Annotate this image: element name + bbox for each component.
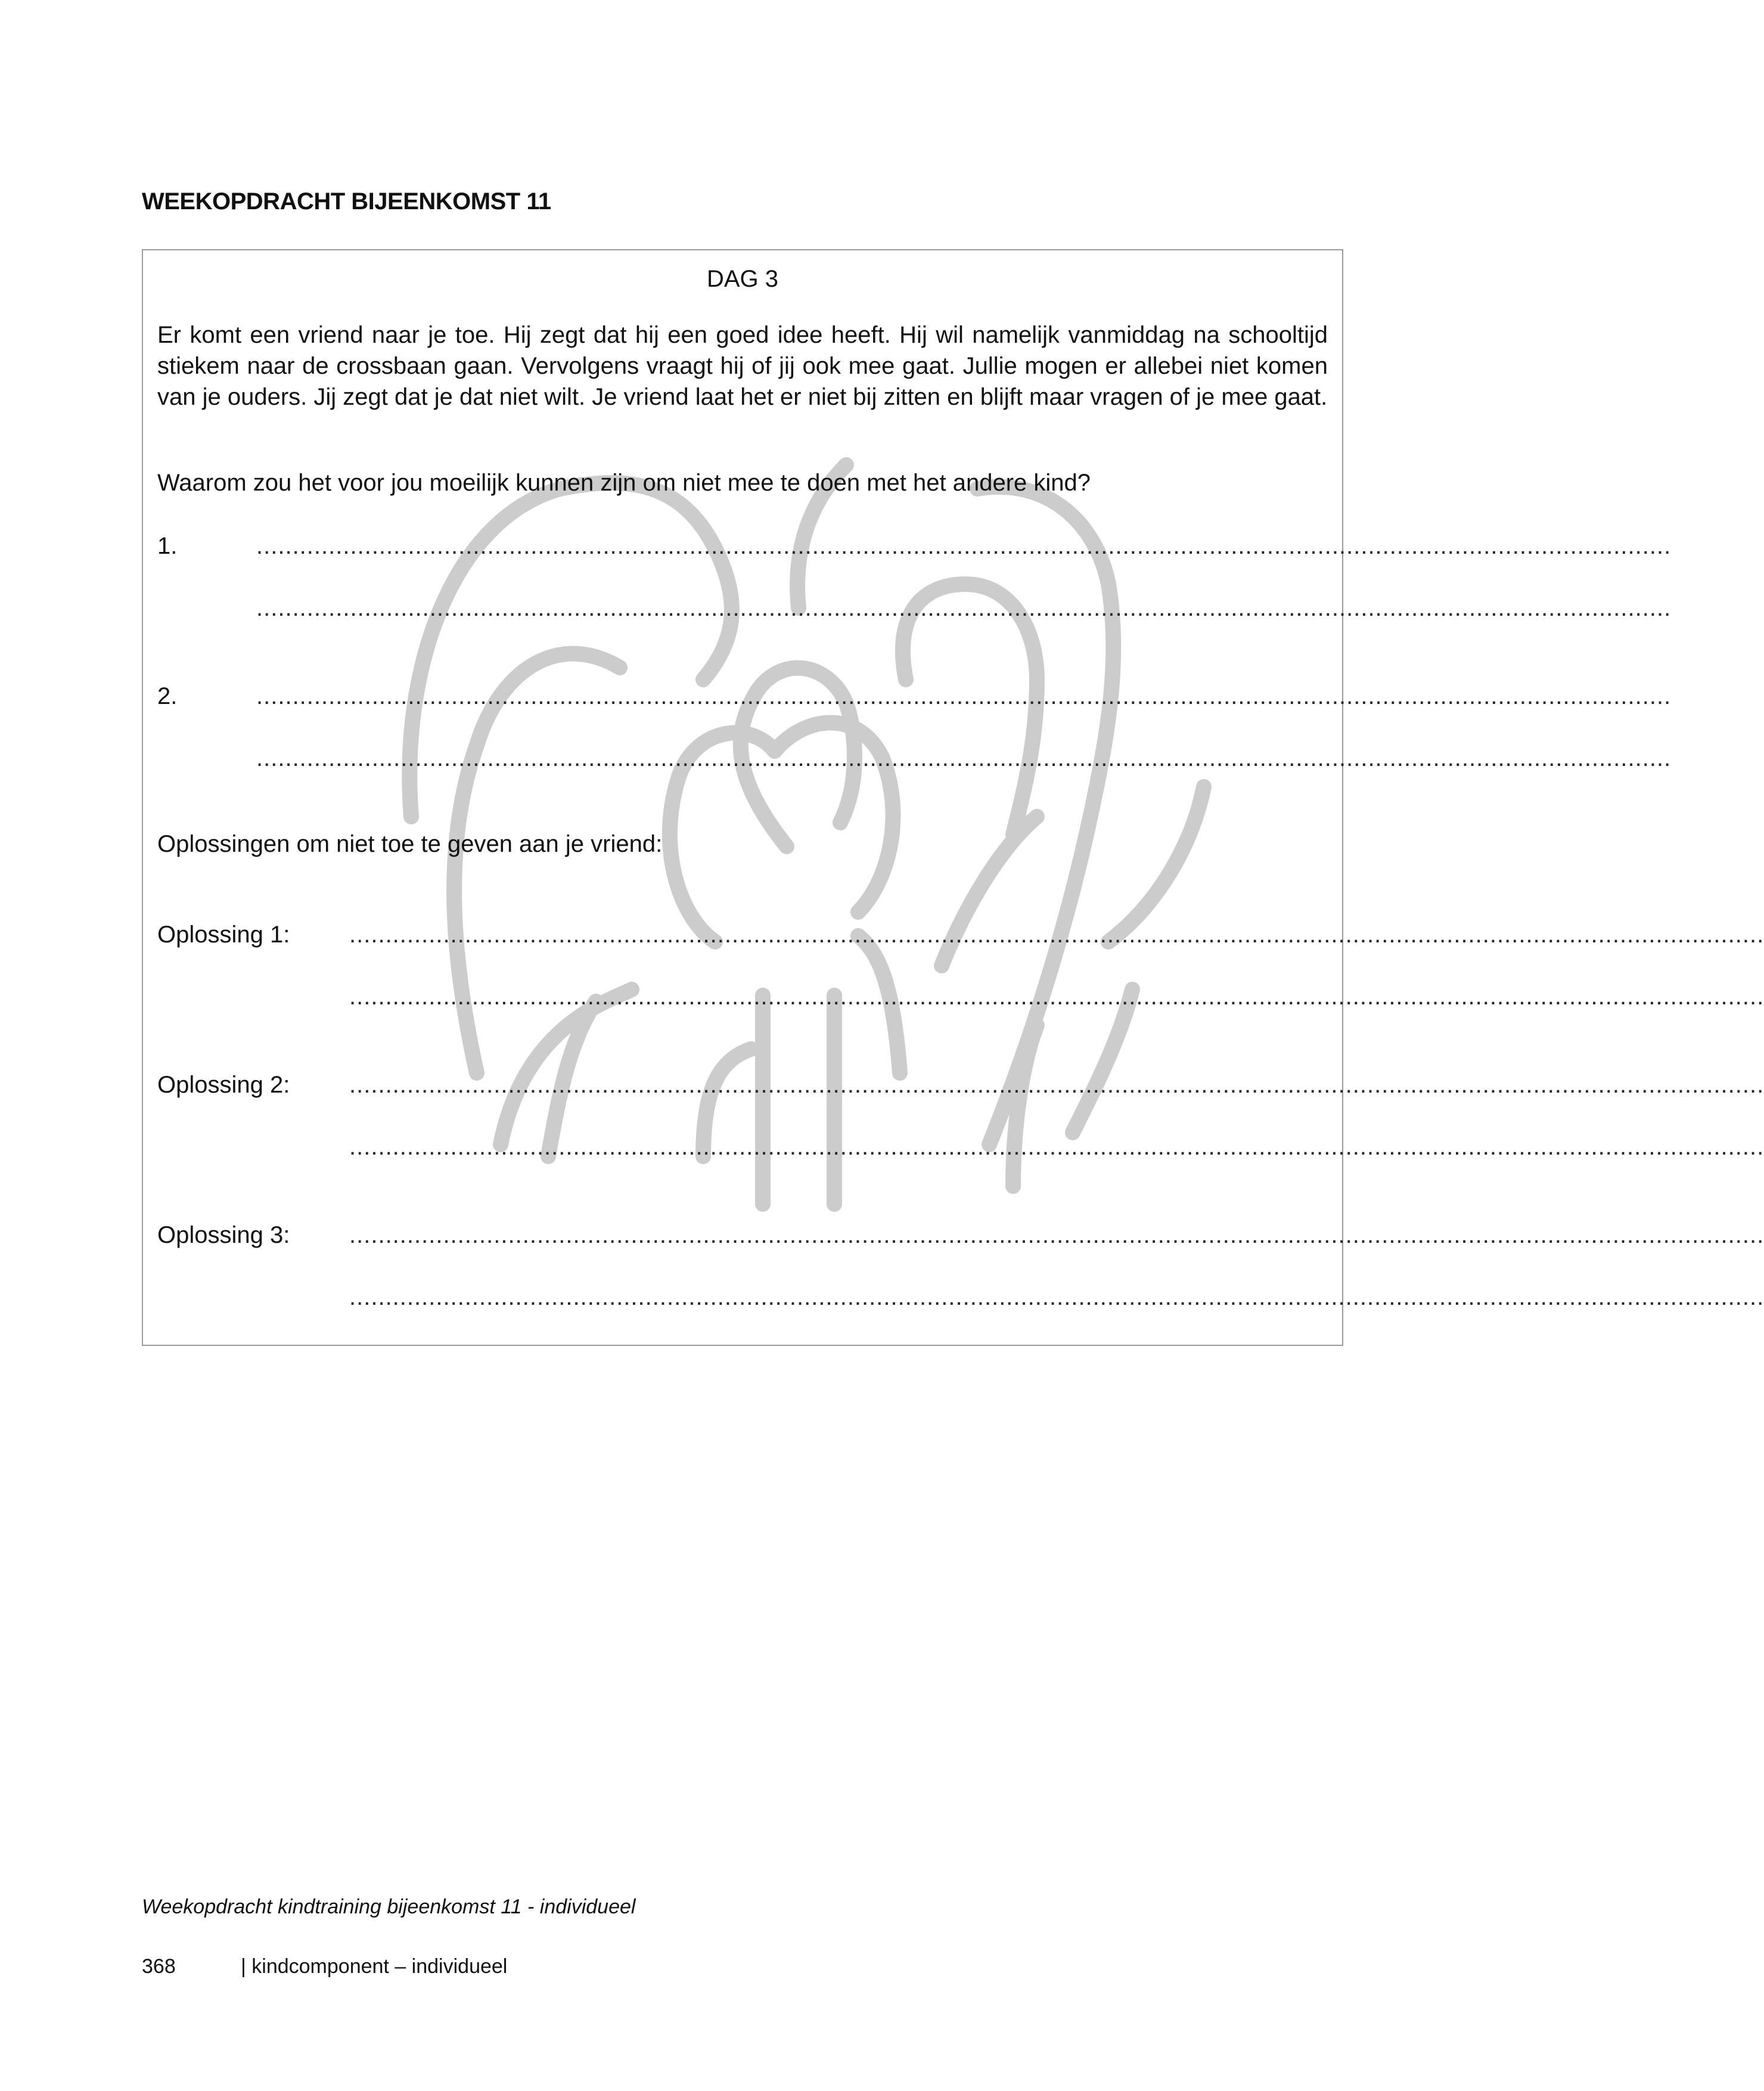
question-text: Waarom zou het voor jou moeilijk kunnen zijn om niet mee te doen met het andere kind? <box>157 470 1091 496</box>
scenario-paragraph: Er komt een vriend naar je toe. Hij zegt dat hij een goed idee heeft. Hij wil namelijk vanmiddag na schooltijd stiekem naar de crossbaan gaan. Vervolgens vraagt hij of jij ook mee gaat. Jullie mogen er allebei niet komen van je ouders. Jij zegt dat je dat niet wilt. Je vriend laat het er niet bij zitten en blijft maar vragen of je mee gaat. <box>157 322 1328 410</box>
page-number: 368 <box>142 1955 176 1978</box>
answer-number-2: 2. <box>157 683 178 709</box>
solution-line-2b[interactable]: .................................................................................................................................................................................................... <box>349 1134 1764 1160</box>
solution-line-3b[interactable]: .................................................................................................................................................................................................... <box>349 1284 1764 1310</box>
page-title: WEEKOPDRACHT BIJEENKOMST 11 <box>142 188 551 215</box>
footer-section: | kindcomponent – individueel <box>241 1955 508 1978</box>
day-label: DAG 3 <box>706 266 779 292</box>
solution-label-2: Oplossing 2: <box>157 1072 290 1098</box>
solution-line-1b[interactable]: .................................................................................................................................................................................................... <box>349 984 1764 1010</box>
answer-line-1b[interactable]: .................................................................................................................................................................................................... <box>256 595 1672 621</box>
assignment-box <box>142 249 1764 1346</box>
family-outline-watermark-icon <box>143 250 1764 1347</box>
solution-label-1: Oplossing 1: <box>157 922 290 948</box>
footer-title: Weekopdracht kindtraining bijeenkomst 11 - individueel <box>142 1895 636 1918</box>
solution-line-2a[interactable]: .................................................................................................................................................................................................... <box>349 1072 1764 1098</box>
solutions-intro: Oplossingen om niet toe te geven aan je vriend: <box>157 831 663 857</box>
answer-line-2b[interactable]: .................................................................................................................................................................................................... <box>256 745 1672 771</box>
solution-line-1a[interactable]: .................................................................................................................................................................................................... <box>349 922 1764 948</box>
answer-line-1a[interactable]: .................................................................................................................................................................................................... <box>256 533 1672 559</box>
answer-number-1: 1. <box>157 533 178 559</box>
answer-line-2a[interactable]: .................................................................................................................................................................................................... <box>256 683 1672 709</box>
solution-line-3a[interactable]: .................................................................................................................................................................................................... <box>349 1222 1764 1248</box>
solution-label-3: Oplossing 3: <box>157 1222 290 1248</box>
